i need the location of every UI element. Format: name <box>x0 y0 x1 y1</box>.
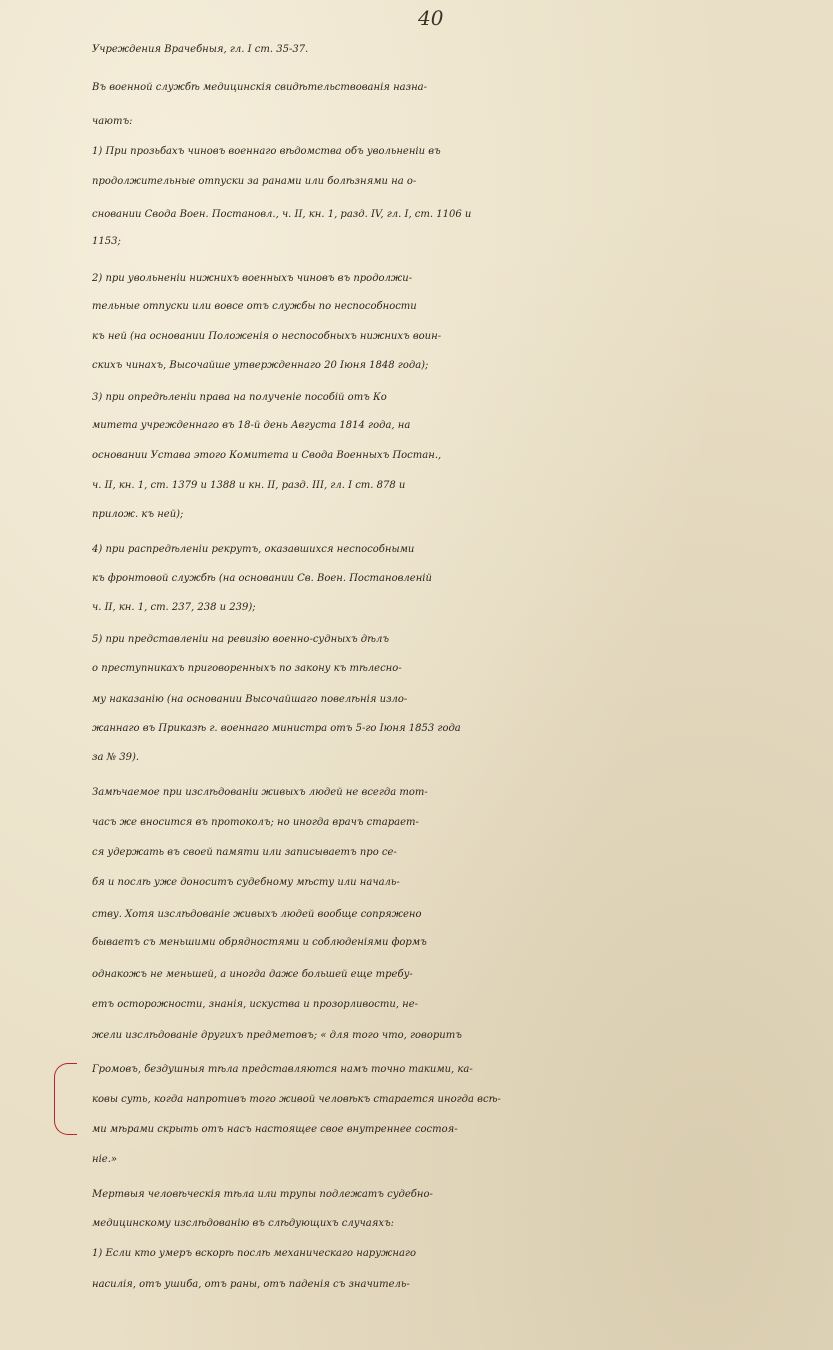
text-line-37: ніе.» <box>92 1154 117 1165</box>
text-line-35: ковы суть, когда напротивъ того живой человѣкъ старается иногда всѣ- <box>92 1094 501 1105</box>
text-line-33: жели изслѣдованіе другихъ предметовъ; « для того что, говоритъ <box>92 1030 462 1041</box>
text-line-9: тельные отпуски или вовсе отъ службы по неспособности <box>92 301 417 312</box>
text-line-41: насилія, отъ ушиба, отъ раны, отъ паденія съ значитель- <box>92 1279 410 1290</box>
page-number: 40 <box>418 6 444 30</box>
text-line-18: къ фронтовой службѣ (на основании Св. Воен. Постановленій <box>92 573 432 584</box>
text-line-5: продолжительные отпуски за ранами или болѣзнями на о- <box>92 176 417 187</box>
text-line-10: къ ней (на основании Положенія о неспособныхъ нижнихъ воин- <box>92 331 442 342</box>
text-line-34: Громовъ, бездушныя тѣла представляются намъ точно такими, ка- <box>92 1064 473 1075</box>
text-line-29: ству. Хотя изслѣдованіе живыхъ людей вообще сопряжено <box>92 909 422 920</box>
text-line-14: основании Устава этого Комитета и Свода Военныхъ Постан., <box>92 450 442 461</box>
text-line-27: ся удержать въ своей памяти или записываетъ про се- <box>92 847 397 858</box>
text-line-40: 1) Если кто умеръ вскорѣ послѣ механическаго наружнаго <box>92 1248 416 1259</box>
margin-bracket-mark <box>54 1063 77 1135</box>
text-line-26: часъ же вносится въ протоколъ; но иногда врачъ старает- <box>92 817 419 828</box>
text-line-15: ч. II, кн. 1, ст. 1379 и 1388 и кн. II, разд. III, гл. I ст. 878 и <box>92 480 406 491</box>
text-line-7: 1153; <box>92 236 121 247</box>
text-line-11: скихъ чинахъ, Высочайше утвержденнаго 20 Іюня 1848 года); <box>92 360 429 371</box>
text-line-13: митета учрежденнаго въ 18-й день Августа 1814 года, на <box>92 420 411 431</box>
text-line-1: Учреждения Врачебныя, гл. I ст. 35-37. <box>92 44 309 55</box>
text-line-17: 4) при распредѣленіи рекрутъ, оказавшихся неспособными <box>92 544 415 555</box>
text-line-8: 2) при увольненіи нижнихъ военныхъ чиновъ въ продолжи- <box>92 273 413 284</box>
text-line-32: етъ осторожности, знанія, искуства и прозорливости, не- <box>92 999 419 1010</box>
text-line-16: прилож. къ ней); <box>92 509 184 520</box>
text-line-4: 1) При прозьбахъ чиновъ военнаго вѣдомства объ увольненіи въ <box>92 146 441 157</box>
text-line-25: Замѣчаемое при изслѣдованіи живыхъ людей не всегда тот- <box>92 787 428 798</box>
text-line-19: ч. II, кн. 1, ст. 237, 238 и 239); <box>92 602 256 613</box>
text-line-2: Въ военной службѣ медицинскія свидѣтельствованія назна- <box>92 82 428 93</box>
text-line-6: сновании Свода Воен. Постановл., ч. II, кн. 1, разд. IV, гл. I, ст. 1106 и <box>92 209 472 220</box>
text-line-30: бываетъ съ меньшими обрядностями и соблюденіями формъ <box>92 937 427 948</box>
text-line-12: 3) при опредѣленіи права на полученіе пособій отъ Ко <box>92 392 387 403</box>
text-line-24: за № 39). <box>92 752 140 763</box>
text-line-21: о преступникахъ приговоренныхъ по закону къ тѣлесно- <box>92 663 402 674</box>
text-line-28: бя и послѣ уже доноситъ судебному мѣсту или началь- <box>92 877 400 888</box>
text-line-39: медицинскому изслѣдованію въ слѣдующихъ случаяхъ: <box>92 1218 395 1229</box>
text-line-3: чаютъ: <box>92 116 133 127</box>
text-line-36: ми мѣрами скрыть отъ насъ настоящее свое внутреннее состоя- <box>92 1124 458 1135</box>
text-line-23: жаннаго въ Приказѣ г. военнаго министра отъ 5-го Іюня 1853 года <box>92 723 461 734</box>
text-line-38: Мертвыя человѣческія тѣла или трупы подлежатъ судебно- <box>92 1189 433 1200</box>
text-line-31: однакожъ не меньшей, а иногда даже большей еще требу- <box>92 969 413 980</box>
text-line-22: му наказанію (на основании Высочайшаго повелѣнія изло- <box>92 694 408 705</box>
text-line-20: 5) при представленіи на ревизію военно-судныхъ дѣлъ <box>92 634 389 645</box>
